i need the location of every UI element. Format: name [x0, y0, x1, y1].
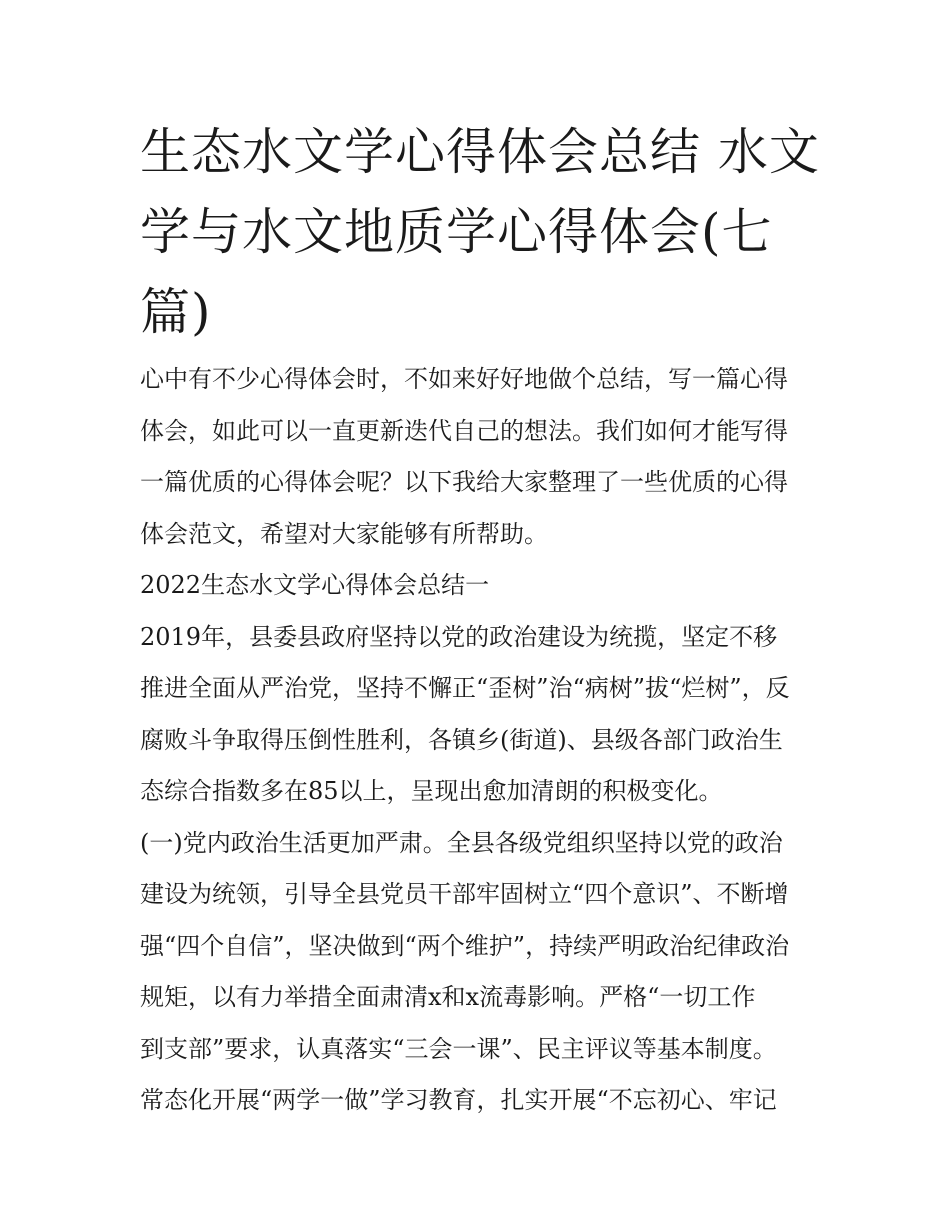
- paragraph-line: 常态化开展“两学一做”学习教育，扎实开展“不忘初心、牢记: [140, 1086, 777, 1114]
- paragraph-line: 腐败斗争取得压倒性胜利，各镇乡(街道)、县级各部门政治生: [140, 725, 783, 754]
- document-title: [140, 112, 820, 352]
- paragraph-line: 建设为统领，引导全县党员干部牢固树立“四个意识”、不断增: [140, 880, 789, 908]
- section-heading: 2022生态水文学心得体会总结一: [140, 571, 490, 599]
- intro-paragraph-line: 心中有不少心得体会时，不如来好好地做个总结，写一篇心得: [140, 365, 788, 393]
- document-body: [140, 354, 815, 1127]
- paragraph-line: 到支部”要求，认真落实“三会一课”、民主评议等基本制度。: [140, 1034, 777, 1063]
- paragraph-line: (一)党内政治生活更加严肃。全县各级党组织坚持以党的政治: [140, 828, 783, 857]
- intro-paragraph-line: 一篇优质的心得体会呢？以下我给大家整理了一些优质的心得: [140, 468, 788, 496]
- paragraph-line: 规矩，以有力举措全面肃清x和x流毒影响。严格“一切工作: [140, 983, 756, 1011]
- title-line: 生态水文学心得体会总结 水文: [140, 123, 820, 181]
- paragraph-line: 推进全面从严治党，坚持不懈正“歪树”治“病树”拔“烂树”，反: [140, 674, 790, 702]
- title-line: 篇): [140, 283, 212, 341]
- intro-paragraph-line: 体会，如此可以一直更新迭代自己的想法。我们如何才能写得: [140, 416, 788, 445]
- paragraph-line: 态综合指数多在85以上，呈现出愈加清朗的积极变化。: [140, 777, 723, 805]
- intro-paragraph-line: 体会范文，希望对大家能够有所帮助。: [140, 519, 548, 548]
- paragraph-line: 2019年，县委县政府坚持以党的政治建设为统揽，坚定不移: [140, 622, 778, 651]
- paragraph-line: 强“四个自信”，坚决做到“两个维护”，持续严明政治纪律政治: [140, 931, 790, 960]
- title-line: 学与水文地质学心得体会(七: [140, 203, 773, 261]
